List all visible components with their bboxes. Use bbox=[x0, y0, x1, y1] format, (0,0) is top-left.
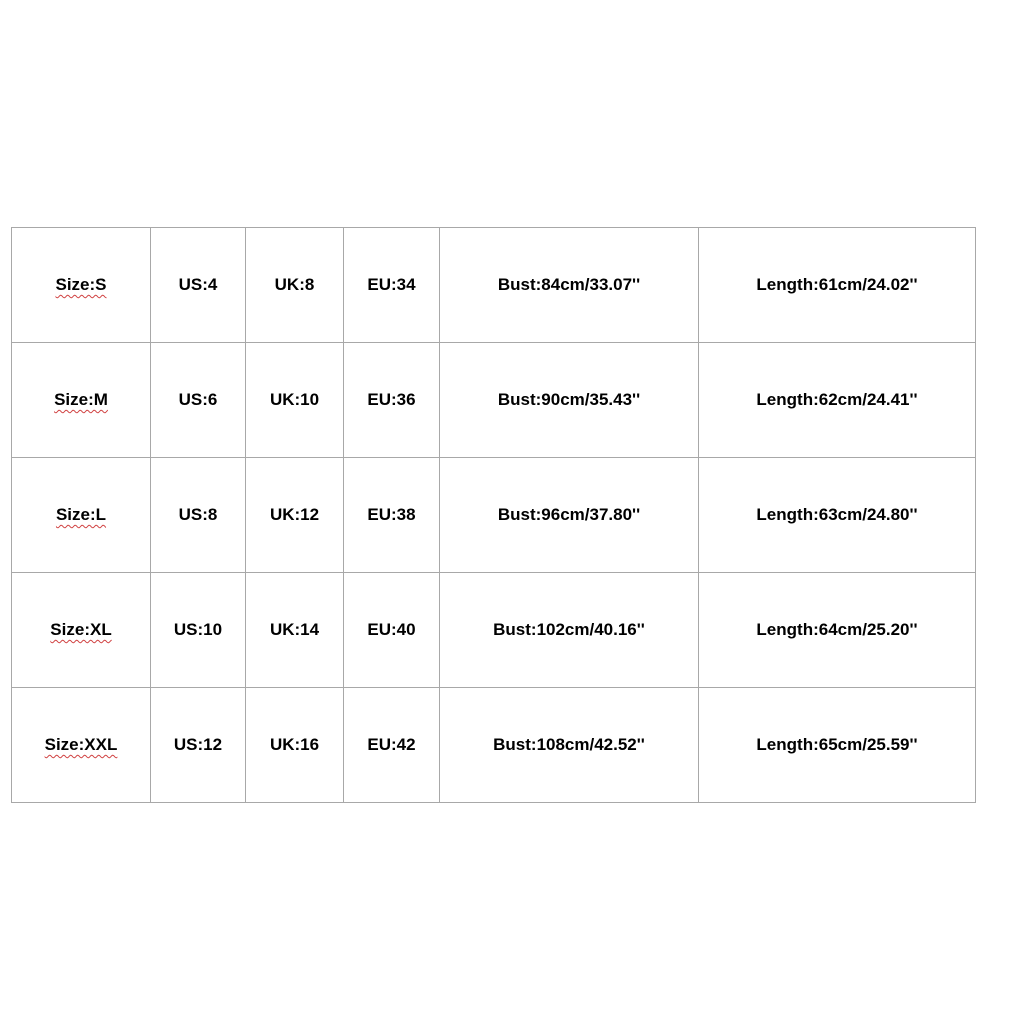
uk-size-cell: UK:14 bbox=[246, 573, 344, 688]
length-cell: Length:65cm/25.59'' bbox=[699, 688, 976, 803]
us-size-cell: US:10 bbox=[151, 573, 246, 688]
bust-cell: Bust:90cm/35.43'' bbox=[440, 343, 699, 458]
eu-size-cell: EU:40 bbox=[344, 573, 440, 688]
table-row bbox=[12, 458, 976, 573]
eu-size-cell: EU:36 bbox=[344, 343, 440, 458]
length-cell: Length:64cm/25.20'' bbox=[699, 573, 976, 688]
table-row bbox=[12, 573, 976, 688]
size-label: Size:L bbox=[55, 505, 107, 524]
size-cell bbox=[12, 458, 151, 573]
bust-cell: Bust:108cm/42.52'' bbox=[440, 688, 699, 803]
table-row bbox=[12, 228, 976, 343]
length-cell: Length:62cm/24.41'' bbox=[699, 343, 976, 458]
size-label: Size:XXL bbox=[44, 735, 118, 754]
uk-size-cell: UK:12 bbox=[246, 458, 344, 573]
length-cell: Length:61cm/24.02'' bbox=[699, 228, 976, 343]
eu-size-cell: EU:42 bbox=[344, 688, 440, 803]
size-chart-table bbox=[11, 227, 976, 803]
size-label: Size:M bbox=[54, 390, 108, 409]
eu-size-cell: EU:38 bbox=[344, 458, 440, 573]
bust-cell: Bust:102cm/40.16'' bbox=[440, 573, 699, 688]
size-label: Size:XL bbox=[50, 620, 112, 639]
size-cell bbox=[12, 343, 151, 458]
size-label: Size:S bbox=[55, 275, 107, 294]
uk-size-cell: UK:10 bbox=[246, 343, 344, 458]
size-cell bbox=[12, 688, 151, 803]
uk-size-cell: UK:8 bbox=[246, 228, 344, 343]
length-cell: Length:63cm/24.80'' bbox=[699, 458, 976, 573]
table-row bbox=[12, 688, 976, 803]
size-cell bbox=[12, 228, 151, 343]
bust-cell: Bust:96cm/37.80'' bbox=[440, 458, 699, 573]
table-row bbox=[12, 343, 976, 458]
us-size-cell: US:8 bbox=[151, 458, 246, 573]
us-size-cell: US:6 bbox=[151, 343, 246, 458]
us-size-cell: US:12 bbox=[151, 688, 246, 803]
bust-cell: Bust:84cm/33.07'' bbox=[440, 228, 699, 343]
eu-size-cell: EU:34 bbox=[344, 228, 440, 343]
size-cell bbox=[12, 573, 151, 688]
us-size-cell: US:4 bbox=[151, 228, 246, 343]
uk-size-cell: UK:16 bbox=[246, 688, 344, 803]
